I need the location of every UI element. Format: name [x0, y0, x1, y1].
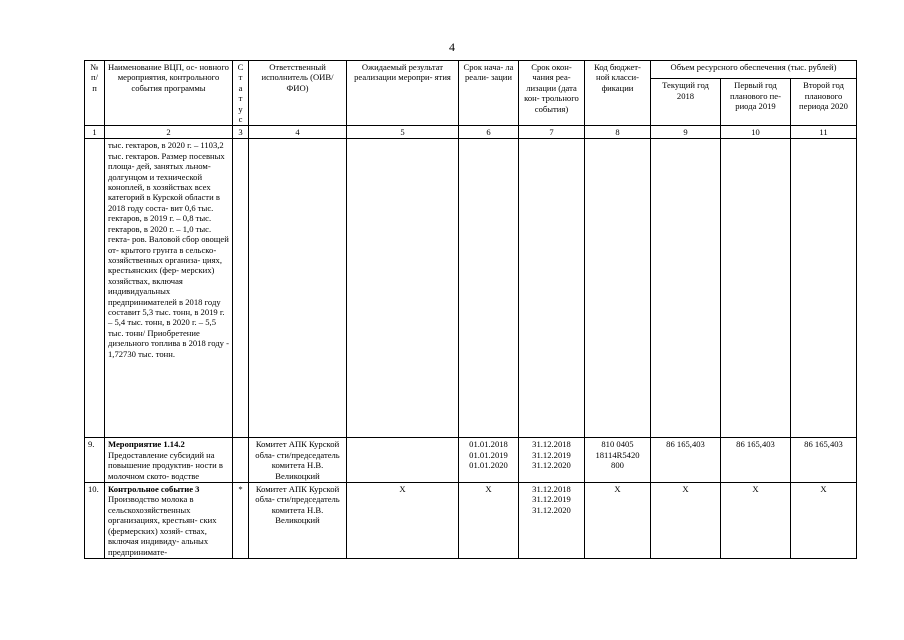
header-budget-code: Код бюджет- ной класси- фикации [585, 61, 651, 126]
header-year-2020: Второй год планового периода 2020 [791, 79, 857, 126]
row-status: * [233, 483, 249, 559]
header-year-2018: Текущий год 2018 [651, 79, 721, 126]
header-name: Наименование ВЦП, ос- новного мероприятия, контрольного события программы [105, 61, 233, 126]
header-expected-result: Ожидаемый результат реализации меропри- ятия [347, 61, 459, 126]
row-amount-2018: 86 165,403 [651, 438, 721, 483]
row-executor: Комитет АПК Курской обла- сти/председатель комитета Н.В. Великоцкий [249, 438, 347, 483]
column-number: 3 [233, 126, 249, 139]
header-year-2019: Первый год планового пе- риода 2019 [721, 79, 791, 126]
row-executor: Комитет АПК Курской обла- сти/председатель комитета Н.В. Великоцкий [249, 483, 347, 559]
column-number: 7 [519, 126, 585, 139]
column-number: 6 [459, 126, 519, 139]
column-number: 10 [721, 126, 791, 139]
row-title: Контрольное событие 3 [108, 484, 200, 495]
column-number: 2 [105, 126, 233, 139]
row-amount-2019: 86 165,403 [721, 438, 791, 483]
column-number-row [85, 126, 857, 139]
header-row [85, 61, 857, 79]
row-name [105, 483, 233, 559]
row-end-date: 31.12.2018 31.12.2019 31.12.2020 [519, 438, 585, 483]
header-status: С т а т у с [233, 61, 249, 126]
header-end-date: Срок окон- чания реа- лизации (дата кон- трольного события) [519, 61, 585, 126]
row-amount-2019: X [721, 483, 791, 559]
row-amount-2020: 86 165,403 [791, 438, 857, 483]
row-title: Мероприятие 1.14.2 [108, 439, 185, 450]
table-row [85, 483, 857, 559]
table-row [85, 438, 857, 483]
program-table [84, 60, 857, 559]
header-start-date: Срок нача- ла реали- зации [459, 61, 519, 126]
row-expected-result [347, 438, 459, 483]
row-budget-code: X [585, 483, 651, 559]
row-budget-code: 810 0405 18114R5420 800 [585, 438, 651, 483]
row-description: Предоставление субсидий на повышение продуктив- ности в молочном ското- водстве [108, 449, 223, 481]
continuation-text: тыс. гектаров, в 2020 г. – 1103,2 тыс. гектаров. Размер посевных площа- дей, занятых льном- долгунцом и технической коноплей, в хозяйствах всех категорий в Курской области в 2018 году соста- вит 0,6 тыс. гектаров, в 2019 г. – 0,8 тыс. гектаров, в 2020 г. – 1,0 тыс. гекта- ров. Валовой сбор овощей от- крытого грунта в сельско- хозяйственных организа- циях, крестьянских (фер- мерских) хозяйствах, включая индивидуальных предпринимателей в 2018 году составит 5,3 тыс. тонн, в 2019 г. – 5,4 тыс. тонн, в 2020 г. – 5,5 тыс. тонн/ Приобретение дизельного топлива в 2018 году - 1,72730 тыс. тонн. [105, 139, 233, 438]
row-description: Производство молока в сельскохозяйственных организациях, крестьян- ских (фермерских) хозяй- ствах, включая индивиду- альных предпринимате- [108, 494, 217, 557]
row-expected-result: X [347, 483, 459, 559]
header-resource-group: Объем ресурсного обеспечения (тыс. рублей) [651, 61, 857, 79]
page-number: 4 [449, 40, 455, 54]
header-executor: Ответственный исполнитель (ОИВ/ФИО) [249, 61, 347, 126]
column-number: 9 [651, 126, 721, 139]
row-end-date: 31.12.2018 31.12.2019 31.12.2020 [519, 483, 585, 559]
column-number: 11 [791, 126, 857, 139]
column-number: 4 [249, 126, 347, 139]
column-number: 1 [85, 126, 105, 139]
row-name [105, 438, 233, 483]
row-start-date: X [459, 483, 519, 559]
row-status [233, 438, 249, 483]
row-amount-2020: X [791, 483, 857, 559]
row-amount-2018: X [651, 483, 721, 559]
table-row-continuation [85, 139, 857, 438]
row-start-date: 01.01.2018 01.01.2019 01.01.2020 [459, 438, 519, 483]
header-number: № п/ п [85, 61, 105, 126]
column-number: 8 [585, 126, 651, 139]
row-number: 10. [85, 483, 105, 559]
row-number: 9. [85, 438, 105, 483]
column-number: 5 [347, 126, 459, 139]
